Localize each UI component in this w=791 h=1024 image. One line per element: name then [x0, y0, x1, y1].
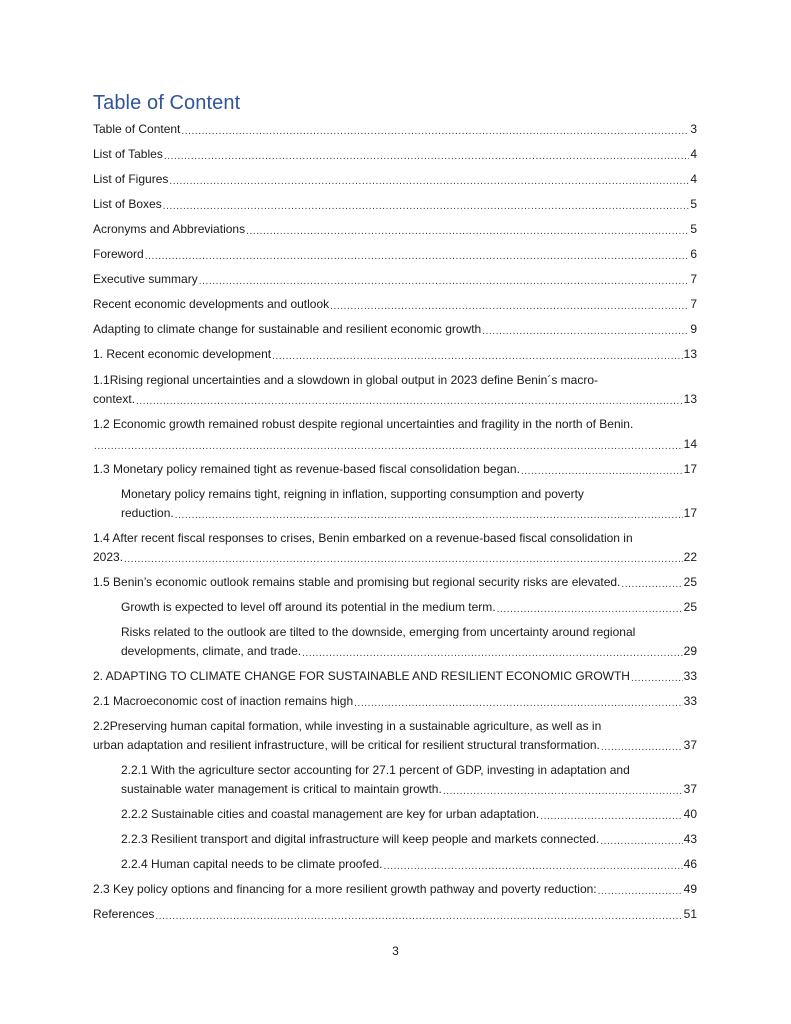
toc-entry-2-1[interactable]: [93, 692, 697, 712]
toc-section-number: 2.2: [93, 719, 110, 733]
toc-page-number: 13: [683, 392, 697, 406]
toc-section-number: 1.1: [93, 373, 110, 387]
toc-entry-text: 1.3 Monetary policy remained tight as revenue-based fiscal consolidation began.: [93, 462, 520, 476]
toc-entry-list-of-figures[interactable]: [93, 170, 697, 190]
toc-page-number: 33: [683, 669, 697, 683]
dot-leader: [155, 906, 682, 920]
dot-leader: [540, 806, 682, 820]
toc-entry-2-2-3[interactable]: [121, 830, 697, 850]
dot-leader: [163, 196, 690, 210]
toc-entry-text: 2.2.1 With the agriculture sector accounting for 27.1 percent of GDP, investing in adaptation and: [121, 763, 630, 777]
toc-entry-1-4-line1[interactable]: [93, 529, 697, 549]
toc-page-number: 7: [690, 272, 697, 286]
toc-page-number: 40: [683, 807, 697, 821]
dot-leader: [443, 781, 683, 795]
toc-entry-text: List of Tables: [93, 147, 163, 161]
toc-entry-text: Risks related to the outlook are tilted to the downside, emerging from uncertainty around regional: [121, 625, 636, 639]
toc-entry-2-2-line1[interactable]: [93, 717, 697, 737]
toc-entry-1-5[interactable]: [93, 573, 697, 593]
dot-leader: [601, 737, 683, 751]
toc-entry-text: 2.2.2 Sustainable cities and coastal management are key for urban adaptation.: [121, 807, 540, 821]
toc-page-number: 17: [683, 506, 697, 520]
toc-entry-text: Acronyms and Abbreviations: [93, 222, 246, 236]
toc-entry-1-3[interactable]: [93, 460, 697, 480]
toc-page-number: 13: [683, 347, 697, 361]
toc-page-number: 25: [683, 600, 697, 614]
toc-entry-2-3[interactable]: [93, 880, 697, 900]
dot-leader: [330, 296, 689, 310]
toc-page-number: 6: [690, 247, 697, 261]
toc-entry-2-2-line2[interactable]: [93, 736, 697, 756]
toc-entry-text: References: [93, 907, 155, 921]
dot-leader: [136, 391, 683, 405]
dot-leader: [181, 121, 689, 135]
toc-entry-adapting-climate[interactable]: [93, 320, 697, 340]
toc-entry-text: 2. ADAPTING TO CLIMATE CHANGE FOR SUSTAINABLE AND RESILIENT ECONOMIC GROWTH: [93, 669, 630, 683]
toc-page-number: 3: [690, 122, 697, 136]
toc-entry-1-2-line2[interactable]: [93, 435, 697, 455]
toc-entry-1-1-line1[interactable]: [93, 371, 697, 391]
toc-entry-2-2-2[interactable]: [121, 805, 697, 825]
toc-entry-text: Rising regional uncertainties and a slowdown in global output in 2023 define Benin´s macro-: [109, 373, 598, 387]
dot-leader: [302, 643, 683, 657]
toc-entry-text: Executive summary: [93, 272, 198, 286]
toc-page-number: 33: [683, 694, 697, 708]
dot-leader: [94, 436, 683, 450]
toc-entry-risks-line1[interactable]: [121, 623, 697, 643]
toc-page-number: 51: [683, 907, 697, 921]
toc-entry-text: 1. Recent economic development: [93, 347, 272, 361]
toc-page-number: 37: [683, 782, 697, 796]
page-number: 3: [392, 944, 399, 958]
toc-entry-text: urban adaptation and resilient infrastructure, will be critical for resilient structural transformation.: [93, 738, 600, 752]
toc-entry-growth-level-off[interactable]: [121, 598, 697, 618]
toc-entry-acronyms[interactable]: [93, 220, 697, 240]
toc-entry-list-of-boxes[interactable]: [93, 195, 697, 215]
toc-heading: Table of Content: [93, 92, 241, 114]
dot-leader: [164, 146, 689, 160]
dot-leader: [482, 321, 689, 335]
toc-page-number: 43: [683, 832, 697, 846]
toc-entry-monetary-line2[interactable]: [121, 504, 697, 524]
toc-entry-risks-line2[interactable]: [121, 642, 697, 662]
toc-entry-text: Recent economic developments and outlook: [93, 297, 330, 311]
dot-leader: [199, 271, 690, 285]
toc-entry-text: Growth is expected to level off around its potential in the medium term.: [121, 600, 496, 614]
toc-entry-1-2-line1[interactable]: [93, 415, 697, 435]
toc-entry-1-1-line2[interactable]: [93, 390, 697, 410]
toc-page-number: 49: [683, 882, 697, 896]
dot-leader: [600, 831, 682, 845]
dot-leader: [621, 574, 682, 588]
toc-page-number: 4: [690, 147, 697, 161]
toc-page-number: 25: [683, 575, 697, 589]
dot-leader: [354, 693, 683, 707]
dot-leader: [497, 599, 683, 613]
toc-page-number: 9: [690, 322, 697, 336]
toc-entry-2-2-1-line1[interactable]: [121, 761, 697, 781]
toc-entry-table-of-content[interactable]: [93, 120, 697, 140]
dot-leader: [272, 346, 683, 360]
toc-page-number: 29: [683, 644, 697, 658]
toc-entry-text: Monetary policy remains tight, reigning in inflation, supporting consumption and poverty: [121, 487, 584, 501]
toc-entry-text: Adapting to climate change for sustainable and resilient economic growth: [93, 322, 482, 336]
toc-entry-recent-developments[interactable]: [93, 295, 697, 315]
toc-entry-2-2-1-line2[interactable]: [121, 780, 697, 800]
toc-page-number: 5: [690, 197, 697, 211]
dot-leader: [145, 246, 690, 260]
toc-entry-references[interactable]: [93, 905, 697, 925]
toc-page-number: 14: [683, 437, 697, 451]
toc-entry-executive-summary[interactable]: [93, 270, 697, 290]
toc-page-number: 37: [683, 738, 697, 752]
toc-entry-section-1[interactable]: [93, 345, 697, 365]
dot-leader: [169, 171, 689, 185]
dot-leader: [246, 221, 689, 235]
toc-page-number: 7: [690, 297, 697, 311]
toc-entry-text: 2.1 Macroeconomic cost of inaction remains high: [93, 694, 354, 708]
toc-entry-text: 2.3 Key policy options and financing for a more resilient growth pathway and poverty reduction:: [93, 882, 597, 896]
toc-entry-monetary-line1[interactable]: [121, 485, 697, 505]
toc-page-number: 5: [690, 222, 697, 236]
dot-leader: [124, 549, 683, 563]
toc-entry-text: 2023.: [93, 550, 124, 564]
toc-entry-text: 1.5 Benin’s economic outlook remains stable and promising but regional security risks are elevated.: [93, 575, 621, 589]
dot-leader: [384, 856, 683, 870]
toc-entry-text: List of Boxes: [93, 197, 162, 211]
toc-entry-list-of-tables[interactable]: [93, 145, 697, 165]
toc-entry-section-2[interactable]: [93, 667, 697, 687]
toc-page-number: 46: [683, 857, 697, 871]
toc-entry-1-4-line2[interactable]: [93, 548, 697, 568]
toc-entry-text: context.: [93, 392, 136, 406]
toc-page-number: 22: [683, 550, 697, 564]
toc-entry-text: 1.4 After recent fiscal responses to crises, Benin embarked on a revenue-based fiscal consolidation in: [93, 531, 633, 545]
toc-entry-text: Table of Content: [93, 122, 181, 136]
dot-leader: [598, 881, 683, 895]
toc-entry-text: Foreword: [93, 247, 144, 261]
toc-entry-text: developments, climate, and trade.: [121, 644, 302, 658]
toc-entry-text: reduction.: [121, 506, 174, 520]
toc-entry-2-2-4[interactable]: [121, 855, 697, 875]
toc-entry-text: List of Figures: [93, 172, 169, 186]
toc-entry-text: 2.2.3 Resilient transport and digital infrastructure will keep people and markets connected.: [121, 832, 600, 846]
toc-entry-text: 1.2 Economic growth remained robust despite regional uncertainties and fragility in the north of Benin.: [93, 417, 634, 431]
toc-page-number: 4: [690, 172, 697, 186]
toc-entry-foreword[interactable]: [93, 245, 697, 265]
dot-leader: [175, 505, 683, 519]
dot-leader: [521, 461, 683, 475]
toc-entry-text: 2.2.4 Human capital needs to be climate proofed.: [121, 857, 383, 871]
toc-entry-text: Preserving human capital formation, while investing in a sustainable agriculture, as well as in: [109, 719, 602, 733]
dot-leader: [631, 668, 683, 682]
toc-page-number: 17: [683, 462, 697, 476]
toc-entry-text: sustainable water management is critical to maintain growth.: [121, 782, 442, 796]
